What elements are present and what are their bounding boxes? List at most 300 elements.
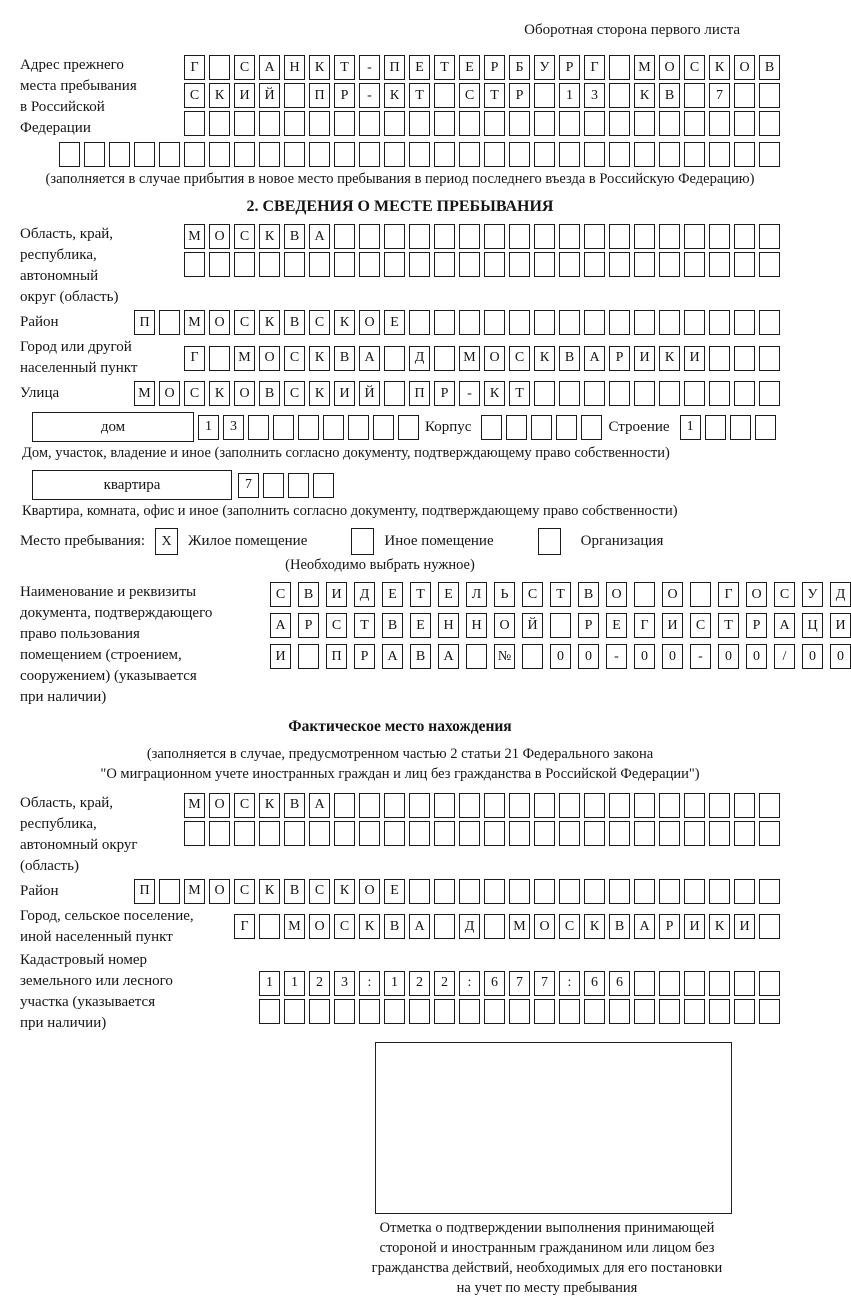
- char-cell[interactable]: К: [709, 914, 730, 939]
- char-cell[interactable]: Р: [578, 613, 599, 638]
- char-cell[interactable]: [559, 793, 580, 818]
- char-cell[interactable]: [359, 252, 380, 277]
- char-cell[interactable]: К: [309, 381, 330, 406]
- char-cell[interactable]: [534, 310, 555, 335]
- char-cell[interactable]: [409, 310, 430, 335]
- char-cell[interactable]: [759, 879, 780, 904]
- char-cell[interactable]: 7: [509, 971, 530, 996]
- char-cell[interactable]: [309, 142, 330, 167]
- char-cell[interactable]: Т: [409, 83, 430, 108]
- char-cell[interactable]: [559, 879, 580, 904]
- char-cell[interactable]: Р: [434, 381, 455, 406]
- char-cell[interactable]: А: [409, 914, 430, 939]
- char-cell[interactable]: [309, 999, 330, 1024]
- char-cell[interactable]: [384, 346, 405, 371]
- char-cell[interactable]: В: [284, 879, 305, 904]
- char-cell[interactable]: К: [259, 224, 280, 249]
- char-cell[interactable]: 0: [802, 644, 823, 669]
- char-cell[interactable]: К: [209, 381, 230, 406]
- char-cell[interactable]: [634, 381, 655, 406]
- char-cell[interactable]: [259, 142, 280, 167]
- char-cell[interactable]: [309, 821, 330, 846]
- char-cell[interactable]: Р: [298, 613, 319, 638]
- char-cell[interactable]: [509, 999, 530, 1024]
- char-cell[interactable]: О: [359, 879, 380, 904]
- char-cell[interactable]: [659, 821, 680, 846]
- char-cell[interactable]: [759, 111, 780, 136]
- char-cell[interactable]: Р: [609, 346, 630, 371]
- char-cell[interactable]: А: [259, 55, 280, 80]
- char-cell[interactable]: [581, 415, 602, 440]
- char-cell[interactable]: [659, 111, 680, 136]
- char-cell[interactable]: [559, 252, 580, 277]
- char-cell[interactable]: [659, 252, 680, 277]
- char-cell[interactable]: 0: [578, 644, 599, 669]
- char-cell[interactable]: [584, 224, 605, 249]
- char-cell[interactable]: А: [584, 346, 605, 371]
- char-cell[interactable]: [734, 224, 755, 249]
- char-cell[interactable]: [184, 111, 205, 136]
- char-cell[interactable]: С: [522, 582, 543, 607]
- char-cell[interactable]: [684, 879, 705, 904]
- char-cell[interactable]: [459, 999, 480, 1024]
- char-cell[interactable]: М: [184, 793, 205, 818]
- char-cell[interactable]: [559, 224, 580, 249]
- char-cell[interactable]: [284, 252, 305, 277]
- char-cell[interactable]: И: [334, 381, 355, 406]
- char-cell[interactable]: Р: [484, 55, 505, 80]
- char-cell[interactable]: [634, 999, 655, 1024]
- char-cell[interactable]: [709, 821, 730, 846]
- char-cell[interactable]: [348, 415, 369, 440]
- char-cell[interactable]: К: [259, 793, 280, 818]
- char-cell[interactable]: [509, 224, 530, 249]
- char-cell[interactable]: [684, 252, 705, 277]
- char-cell[interactable]: [759, 224, 780, 249]
- char-cell[interactable]: В: [382, 613, 403, 638]
- char-cell[interactable]: С: [326, 613, 347, 638]
- char-cell[interactable]: О: [159, 381, 180, 406]
- char-cell[interactable]: [409, 252, 430, 277]
- char-cell[interactable]: А: [270, 613, 291, 638]
- char-cell[interactable]: Т: [354, 613, 375, 638]
- char-cell[interactable]: В: [609, 914, 630, 939]
- char-cell[interactable]: [759, 999, 780, 1024]
- char-cell[interactable]: [484, 142, 505, 167]
- char-cell[interactable]: С: [184, 381, 205, 406]
- char-cell[interactable]: А: [309, 793, 330, 818]
- char-cell[interactable]: [184, 821, 205, 846]
- char-cell[interactable]: К: [659, 346, 680, 371]
- char-cell[interactable]: [434, 310, 455, 335]
- char-cell[interactable]: 3: [584, 83, 605, 108]
- char-cell[interactable]: [159, 879, 180, 904]
- char-cell[interactable]: 1: [284, 971, 305, 996]
- char-cell[interactable]: [384, 793, 405, 818]
- char-cell[interactable]: [434, 346, 455, 371]
- char-cell[interactable]: О: [734, 55, 755, 80]
- char-cell[interactable]: [509, 310, 530, 335]
- char-cell[interactable]: А: [382, 644, 403, 669]
- char-cell[interactable]: 0: [550, 644, 571, 669]
- char-cell[interactable]: Е: [382, 582, 403, 607]
- char-cell[interactable]: 1: [198, 415, 219, 440]
- char-cell[interactable]: [384, 999, 405, 1024]
- char-cell[interactable]: [481, 415, 502, 440]
- char-cell[interactable]: [634, 879, 655, 904]
- char-cell[interactable]: [384, 111, 405, 136]
- char-cell[interactable]: Й: [259, 83, 280, 108]
- char-cell[interactable]: [759, 971, 780, 996]
- char-cell[interactable]: В: [259, 381, 280, 406]
- char-cell[interactable]: [209, 111, 230, 136]
- char-cell[interactable]: [709, 999, 730, 1024]
- char-cell[interactable]: [384, 381, 405, 406]
- char-cell[interactable]: Н: [284, 55, 305, 80]
- char-cell[interactable]: 2: [409, 971, 430, 996]
- char-cell[interactable]: [484, 224, 505, 249]
- char-cell[interactable]: [313, 473, 334, 498]
- char-cell[interactable]: С: [184, 83, 205, 108]
- char-cell[interactable]: Т: [484, 83, 505, 108]
- char-cell[interactable]: С: [234, 310, 255, 335]
- char-cell[interactable]: [234, 252, 255, 277]
- char-cell[interactable]: №: [494, 644, 515, 669]
- char-cell[interactable]: К: [359, 914, 380, 939]
- char-cell[interactable]: [209, 55, 230, 80]
- char-cell[interactable]: [434, 879, 455, 904]
- char-cell[interactable]: О: [662, 582, 683, 607]
- char-cell[interactable]: О: [209, 224, 230, 249]
- char-cell[interactable]: Г: [584, 55, 605, 80]
- char-cell[interactable]: С: [270, 582, 291, 607]
- char-cell[interactable]: [609, 142, 630, 167]
- char-cell[interactable]: 2: [434, 971, 455, 996]
- char-cell[interactable]: [759, 914, 780, 939]
- char-cell[interactable]: 1: [680, 415, 701, 440]
- char-cell[interactable]: Е: [459, 55, 480, 80]
- char-cell[interactable]: К: [334, 310, 355, 335]
- char-cell[interactable]: [709, 310, 730, 335]
- char-cell[interactable]: [659, 310, 680, 335]
- char-cell[interactable]: Н: [466, 613, 487, 638]
- char-cell[interactable]: А: [774, 613, 795, 638]
- char-cell[interactable]: Г: [184, 55, 205, 80]
- char-cell[interactable]: [734, 83, 755, 108]
- char-cell[interactable]: Т: [718, 613, 739, 638]
- char-cell[interactable]: 6: [609, 971, 630, 996]
- char-cell[interactable]: С: [284, 346, 305, 371]
- char-cell[interactable]: Й: [522, 613, 543, 638]
- char-cell[interactable]: [709, 224, 730, 249]
- char-cell[interactable]: -: [359, 55, 380, 80]
- char-cell[interactable]: [634, 793, 655, 818]
- char-cell[interactable]: [659, 381, 680, 406]
- char-cell[interactable]: [584, 310, 605, 335]
- char-cell[interactable]: Г: [718, 582, 739, 607]
- char-cell[interactable]: 1: [259, 971, 280, 996]
- char-cell[interactable]: [534, 252, 555, 277]
- char-cell[interactable]: [259, 999, 280, 1024]
- char-cell[interactable]: [506, 415, 527, 440]
- char-cell[interactable]: [309, 252, 330, 277]
- char-cell[interactable]: [522, 644, 543, 669]
- char-cell[interactable]: К: [209, 83, 230, 108]
- char-cell[interactable]: [534, 793, 555, 818]
- char-cell[interactable]: У: [802, 582, 823, 607]
- char-cell[interactable]: М: [184, 224, 205, 249]
- char-cell[interactable]: Т: [509, 381, 530, 406]
- char-cell[interactable]: [273, 415, 294, 440]
- char-cell[interactable]: :: [359, 971, 380, 996]
- char-cell[interactable]: [409, 793, 430, 818]
- char-cell[interactable]: [534, 879, 555, 904]
- char-cell[interactable]: [759, 381, 780, 406]
- char-cell[interactable]: [534, 224, 555, 249]
- char-cell[interactable]: 2: [309, 971, 330, 996]
- char-cell[interactable]: 3: [223, 415, 244, 440]
- char-cell[interactable]: [459, 252, 480, 277]
- char-cell[interactable]: [584, 999, 605, 1024]
- char-cell[interactable]: [284, 999, 305, 1024]
- char-cell[interactable]: [334, 252, 355, 277]
- char-cell[interactable]: Д: [830, 582, 851, 607]
- char-cell[interactable]: 7: [709, 83, 730, 108]
- char-cell[interactable]: [759, 142, 780, 167]
- char-cell[interactable]: [509, 142, 530, 167]
- char-cell[interactable]: [550, 613, 571, 638]
- char-cell[interactable]: [634, 971, 655, 996]
- char-cell[interactable]: С: [334, 914, 355, 939]
- char-cell[interactable]: Е: [409, 55, 430, 80]
- char-cell[interactable]: [559, 821, 580, 846]
- char-cell[interactable]: [734, 310, 755, 335]
- char-cell[interactable]: [734, 879, 755, 904]
- char-cell[interactable]: Д: [409, 346, 430, 371]
- char-cell[interactable]: О: [359, 310, 380, 335]
- char-cell[interactable]: [309, 111, 330, 136]
- char-cell[interactable]: К: [259, 879, 280, 904]
- char-cell[interactable]: [434, 142, 455, 167]
- char-cell[interactable]: [484, 310, 505, 335]
- char-cell[interactable]: :: [559, 971, 580, 996]
- char-cell[interactable]: П: [309, 83, 330, 108]
- char-cell[interactable]: [434, 83, 455, 108]
- char-cell[interactable]: [484, 821, 505, 846]
- char-cell[interactable]: [459, 224, 480, 249]
- char-cell[interactable]: [559, 111, 580, 136]
- char-cell[interactable]: [559, 310, 580, 335]
- char-cell[interactable]: [734, 142, 755, 167]
- char-cell[interactable]: Д: [459, 914, 480, 939]
- char-cell[interactable]: [334, 821, 355, 846]
- char-cell[interactable]: 0: [662, 644, 683, 669]
- char-cell[interactable]: [709, 142, 730, 167]
- char-cell[interactable]: 7: [238, 473, 259, 498]
- char-cell[interactable]: [584, 111, 605, 136]
- char-cell[interactable]: Е: [438, 582, 459, 607]
- char-cell[interactable]: [684, 381, 705, 406]
- char-cell[interactable]: К: [484, 381, 505, 406]
- char-cell[interactable]: [248, 415, 269, 440]
- char-cell[interactable]: [556, 415, 577, 440]
- char-cell[interactable]: [684, 310, 705, 335]
- char-cell[interactable]: [84, 142, 105, 167]
- char-cell[interactable]: М: [134, 381, 155, 406]
- char-cell[interactable]: [384, 224, 405, 249]
- char-cell[interactable]: [384, 142, 405, 167]
- char-cell[interactable]: О: [534, 914, 555, 939]
- char-cell[interactable]: [509, 879, 530, 904]
- char-cell[interactable]: П: [409, 381, 430, 406]
- char-cell[interactable]: [259, 914, 280, 939]
- char-cell[interactable]: [259, 252, 280, 277]
- char-cell[interactable]: М: [634, 55, 655, 80]
- char-cell[interactable]: 0: [634, 644, 655, 669]
- char-cell[interactable]: [609, 381, 630, 406]
- char-cell[interactable]: [634, 821, 655, 846]
- char-cell[interactable]: С: [774, 582, 795, 607]
- char-cell[interactable]: Т: [434, 55, 455, 80]
- char-cell[interactable]: [459, 310, 480, 335]
- char-cell[interactable]: [109, 142, 130, 167]
- char-cell[interactable]: [359, 142, 380, 167]
- char-cell[interactable]: [684, 111, 705, 136]
- char-cell[interactable]: [184, 142, 205, 167]
- char-cell[interactable]: [734, 252, 755, 277]
- char-cell[interactable]: [734, 999, 755, 1024]
- char-cell[interactable]: С: [690, 613, 711, 638]
- char-cell[interactable]: [434, 999, 455, 1024]
- char-cell[interactable]: [609, 224, 630, 249]
- char-cell[interactable]: [734, 821, 755, 846]
- char-cell[interactable]: [734, 793, 755, 818]
- char-cell[interactable]: О: [209, 879, 230, 904]
- char-cell[interactable]: [531, 415, 552, 440]
- char-cell[interactable]: [684, 142, 705, 167]
- char-cell[interactable]: [709, 346, 730, 371]
- char-cell[interactable]: И: [684, 346, 705, 371]
- char-cell[interactable]: [484, 252, 505, 277]
- char-cell[interactable]: [584, 252, 605, 277]
- stay-type-checkbox-other[interactable]: [351, 528, 374, 555]
- stay-type-checkbox-organization[interactable]: [538, 528, 561, 555]
- char-cell[interactable]: [234, 821, 255, 846]
- char-cell[interactable]: [509, 793, 530, 818]
- char-cell[interactable]: Е: [384, 310, 405, 335]
- char-cell[interactable]: [609, 821, 630, 846]
- char-cell[interactable]: [584, 879, 605, 904]
- char-cell[interactable]: [659, 142, 680, 167]
- char-cell[interactable]: [609, 55, 630, 80]
- char-cell[interactable]: Р: [659, 914, 680, 939]
- char-cell[interactable]: 0: [718, 644, 739, 669]
- char-cell[interactable]: И: [326, 582, 347, 607]
- char-cell[interactable]: С: [234, 879, 255, 904]
- char-cell[interactable]: [755, 415, 776, 440]
- char-cell[interactable]: [609, 252, 630, 277]
- char-cell[interactable]: К: [334, 879, 355, 904]
- char-cell[interactable]: 0: [746, 644, 767, 669]
- char-cell[interactable]: К: [634, 83, 655, 108]
- char-cell[interactable]: К: [309, 346, 330, 371]
- char-cell[interactable]: [609, 793, 630, 818]
- char-cell[interactable]: [384, 252, 405, 277]
- char-cell[interactable]: [459, 793, 480, 818]
- char-cell[interactable]: О: [234, 381, 255, 406]
- char-cell[interactable]: [484, 111, 505, 136]
- char-cell[interactable]: [609, 310, 630, 335]
- char-cell[interactable]: [334, 142, 355, 167]
- char-cell[interactable]: В: [659, 83, 680, 108]
- char-cell[interactable]: [434, 821, 455, 846]
- char-cell[interactable]: [659, 793, 680, 818]
- char-cell[interactable]: О: [494, 613, 515, 638]
- char-cell[interactable]: [609, 879, 630, 904]
- char-cell[interactable]: У: [534, 55, 555, 80]
- char-cell[interactable]: [409, 999, 430, 1024]
- char-cell[interactable]: 7: [534, 971, 555, 996]
- char-cell[interactable]: В: [284, 310, 305, 335]
- char-cell[interactable]: Т: [550, 582, 571, 607]
- char-cell[interactable]: [434, 224, 455, 249]
- char-cell[interactable]: 1: [559, 83, 580, 108]
- char-cell[interactable]: О: [606, 582, 627, 607]
- char-cell[interactable]: Ц: [802, 613, 823, 638]
- char-cell[interactable]: В: [559, 346, 580, 371]
- char-cell[interactable]: В: [384, 914, 405, 939]
- char-cell[interactable]: [584, 142, 605, 167]
- char-cell[interactable]: [288, 473, 309, 498]
- char-cell[interactable]: [409, 224, 430, 249]
- char-cell[interactable]: [705, 415, 726, 440]
- char-cell[interactable]: С: [509, 346, 530, 371]
- char-cell[interactable]: К: [384, 83, 405, 108]
- char-cell[interactable]: [459, 821, 480, 846]
- char-cell[interactable]: 1: [384, 971, 405, 996]
- char-cell[interactable]: [398, 415, 419, 440]
- char-cell[interactable]: С: [309, 879, 330, 904]
- char-cell[interactable]: 6: [584, 971, 605, 996]
- char-cell[interactable]: [534, 821, 555, 846]
- char-cell[interactable]: Е: [606, 613, 627, 638]
- char-cell[interactable]: О: [209, 310, 230, 335]
- char-cell[interactable]: [434, 793, 455, 818]
- char-cell[interactable]: И: [684, 914, 705, 939]
- char-cell[interactable]: К: [584, 914, 605, 939]
- char-cell[interactable]: О: [309, 914, 330, 939]
- char-cell[interactable]: [284, 821, 305, 846]
- char-cell[interactable]: [459, 142, 480, 167]
- char-cell[interactable]: О: [259, 346, 280, 371]
- char-cell[interactable]: [409, 821, 430, 846]
- char-cell[interactable]: П: [326, 644, 347, 669]
- char-cell[interactable]: [334, 224, 355, 249]
- char-cell[interactable]: [634, 224, 655, 249]
- char-cell[interactable]: [466, 644, 487, 669]
- char-cell[interactable]: :: [459, 971, 480, 996]
- char-cell[interactable]: [298, 415, 319, 440]
- char-cell[interactable]: [359, 224, 380, 249]
- char-cell[interactable]: [484, 793, 505, 818]
- char-cell[interactable]: [484, 914, 505, 939]
- char-cell[interactable]: Д: [354, 582, 375, 607]
- char-cell[interactable]: [684, 224, 705, 249]
- char-cell[interactable]: М: [184, 879, 205, 904]
- char-cell[interactable]: [284, 83, 305, 108]
- char-cell[interactable]: О: [746, 582, 767, 607]
- stay-type-checkbox-residential[interactable]: X: [155, 528, 178, 555]
